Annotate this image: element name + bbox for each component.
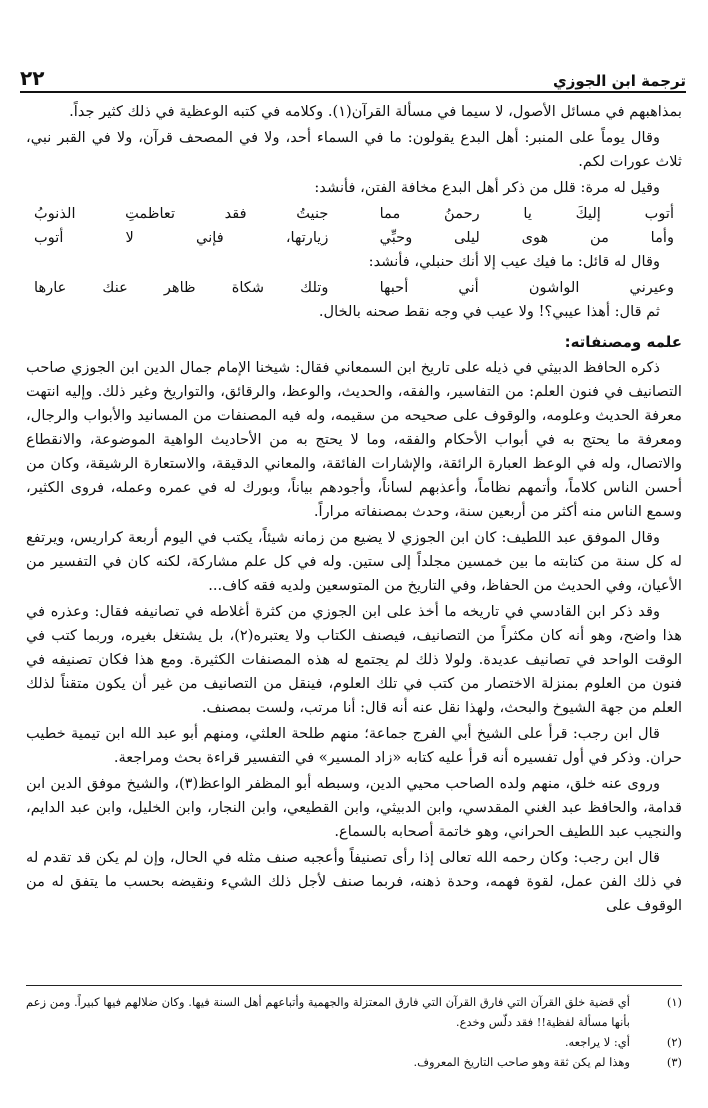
footnote-text: أي: لا يراجعه.: [564, 1035, 630, 1049]
verse-second-hemistich: جنيتُ فقد تعاظمتِ الذنوبُ: [34, 205, 329, 222]
verse-first-hemistich: وأما من هوى ليلى وحبِّي: [379, 229, 674, 246]
footnote-text: وهذا لم يكن ثقة وهو صاحب التاريخ المعروف.: [413, 1055, 630, 1069]
footnote-rule: [26, 985, 682, 986]
paragraph: وروى عنه خلق، منهم ولده الصاحب محيي الدين، وسبطه أبو المظفر الواعظ(٣)، والشيخ موفق الدين ابن قدامة، والحافظ عبد الغني المقدسي، وابن الدبيثي، وابن القطيعي، وابن النجار، وابن الخليل، وابن عبد الدايم، والنجيب عبد اللطيف الحراني، وهو خاتمة أصحابه بالسماع.: [26, 775, 682, 840]
verse-second-hemistich: زيارتها، فإني لا أتوب: [34, 229, 329, 246]
paragraph: وقال يوماً على المنبر: أهل البدع يقولون: ما في السماء أحد، ولا في المصحف قرآن، ولا في القبر نبي، ثلاث عورات لكم.: [26, 129, 682, 170]
running-header: [20, 58, 686, 90]
verse-first-hemistich: وعيرني الواشون أني أحبها: [379, 279, 674, 296]
verse-second-hemistich: وتلك شكاة ظاهر عنك عارها: [34, 279, 329, 296]
verse-first-hemistich: أتوب إليكَ يا رحمنُ مما: [379, 205, 674, 222]
paragraph: قال ابن رجب: وكان رحمه الله تعالى إذا رأى تصنيفاً وأعجبه صنف مثله في الحال، وإن لم يكن قد تقدم له في ذلك الفن عمل، لقوة فهمه، وحدة ذهنه، فربما صنف لأجل ذلك الشيء ونقيضه بحسب ما يتفق له من الوقوف على: [26, 849, 682, 914]
paragraph: وقال له قائل: ما فيك عيب إلا أنك حنبلي، فأنشد:: [368, 253, 660, 270]
verse-line: [26, 202, 682, 226]
page-number: ٢٢: [20, 66, 45, 90]
footnote: [26, 1052, 682, 1072]
footnote-number: (٢): [666, 1035, 682, 1049]
footnote-number: (٣): [666, 1055, 682, 1069]
paragraph: وقال الموفق عبد اللطيف: كان ابن الجوزي لا يضيع من زمانه شيئاً، يكتب في اليوم أربعة كراريس، ويرتفع له كل سنة من كتابته ما بين خمسين مجلداً إلى ستين. وله في كل علم مشاركة، لكنه كان في التفسير من الأعيان، وفي الحديث من الحفاظ، وفي التاريخ من المتوسعين ولديه فقه كاف...: [26, 529, 682, 594]
verse-line: [26, 226, 682, 250]
header-rule: [20, 91, 686, 93]
verse-line: [26, 276, 682, 300]
paragraph: وقيل له مرة: قلل من ذكر أهل البدع مخافة الفتن، فأنشد:: [314, 179, 660, 196]
footnote-text: أي قضية خلق القرآن التي فارق القرآن التي فارق المعتزلة والجهمية وأتباعهم أهل السنة فيها. وكان ضلالهم فيها كبيراً. ومن زعم بأنها مسألة لفظية!! فقد دلّس وخدع.: [26, 995, 630, 1029]
footnote: [26, 1032, 682, 1052]
paragraph: قال ابن رجب: قرأ على الشيخ أبي الفرج جماعة؛ منهم طلحة العلثي، ومنهم أبو عبد الله ابن تيمية خطيب حران. وذكر في أول تفسيره أنه قرأ عليه كتابه «زاد المسير» في التفسير قراءة بحث ومراجعة.: [26, 725, 682, 766]
running-title: ترجمة ابن الجوزي: [552, 72, 686, 90]
paragraph: وقد ذكر ابن القادسي في تاريخه ما أخذ على ابن الجوزي من كثرة أغلاطه في تصانيفه فقال: وعذره في هذا واضح، وهو أنه كان مكثراً من التصانيف، فيصنف الكتاب ولا يعتبره(٢)، بل يشتغل بغيره، وربما كتب في الوقت الواحد في تصانيف عديدة. ولولا ذلك لم يجتمع له هذه المصنفات الكثيرة. ومع هذا فكان تصنيفه في فنون من العلوم بمنزلة الاختصار من كتب في تلك العلوم، فينقل من التصانيف من غير أن يكون متقناً لذلك العلم من جهة الشيوخ والبحث، ولهذا نقل عنه أنه قال: أنا مرتب، ولست بمصنف.: [26, 603, 682, 716]
footnote: [26, 992, 682, 1032]
footnote-number: (١): [666, 995, 682, 1009]
section-heading: علمه ومصنفاته:: [564, 333, 682, 351]
main-text: [26, 100, 682, 920]
paragraph: ذكره الحافظ الدبيثي في ذيله على تاريخ ابن السمعاني فقال: شيخنا الإمام جمال الدين ابن الجوزي صاحب التصانيف في فنون العلم: من التفاسير، والفقه، والحديث، والوعظ، والرقائق، والتواريخ وغير ذلك. وإليه انتهت معرفة الحديث وعلومه، والوقوف على صحيحه من سقيمه، وله فيه المصنفات من المسانيد والأبواب والرجال، ومعرفة ما يحتج به في أبواب الأحكام والفقه، وما لا يحتج به من الأحاديث الواهية الموضوعة، والانقطاع والاتصال، وله في الوعظ العبارة الرائقة، والإشارات الفائقة، والمعاني الدقيقة، والاستعارة الرشيقة، وكان من أحسن الناس كلاماً، وأتمهم نظاماً، وأعذبهم لساناً، وأجودهم بياناً، وبورك له في عمره وعمله، فروى الكثير، وسمع الناس منه أكثر من أربعين سنة، وحدث بمصنفاته مراراً.: [26, 359, 682, 520]
paragraph: ثم قال: أهذا عيبي؟! ولا عيب في وجه نقط صحنه بالخال.: [318, 303, 660, 320]
paragraph: بمذاهبهم في مسائل الأصول، لا سيما في مسألة القرآن(١). وكلامه في كتبه الوعظية في ذلك كثير جداً.: [69, 103, 682, 120]
footnotes: [26, 992, 682, 1072]
